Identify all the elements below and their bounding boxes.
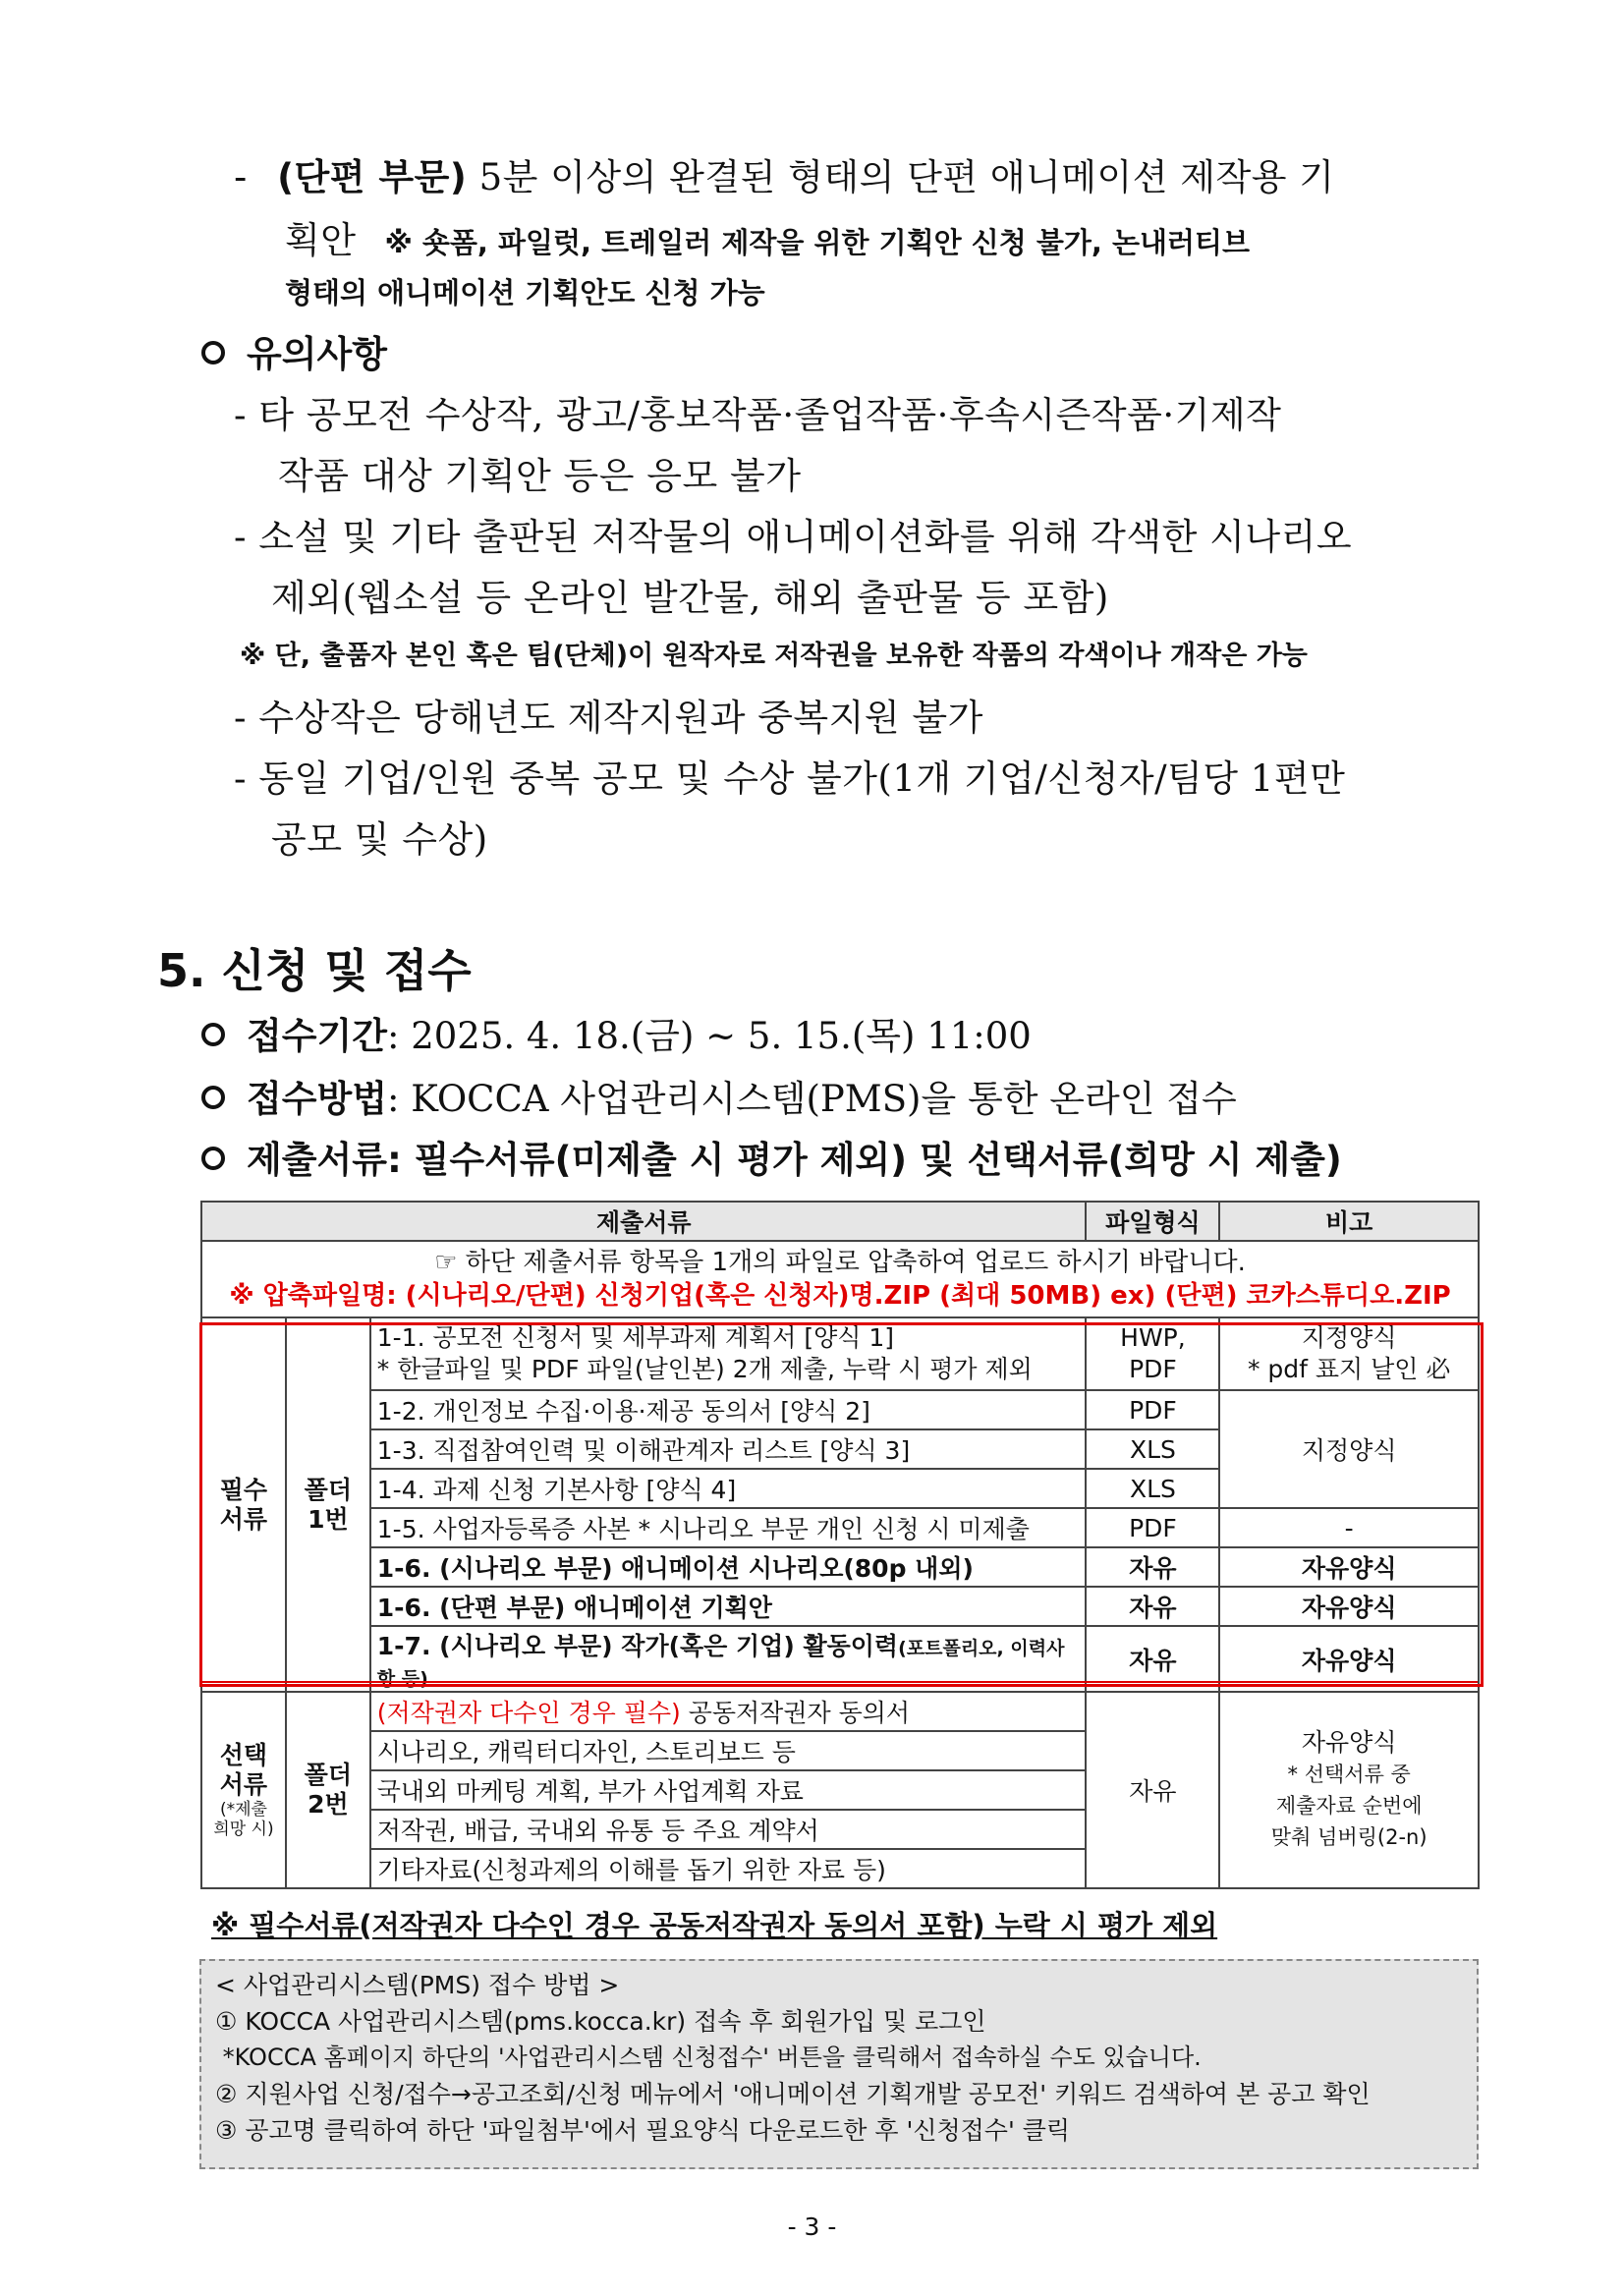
dash: - (234, 156, 248, 198)
doc-name: 1-6. (단편 부문) 애니메이션 기획안 (370, 1587, 1087, 1626)
period-value: : 2025. 4. 18.(금) ~ 5. 15.(목) 11:00 (386, 1015, 1032, 1057)
page-number: - 3 - (787, 2212, 837, 2241)
doc-name: 시나리오, 캐릭터디자인, 스토리보드 등 (370, 1731, 1087, 1770)
info-line-4: ③ 공고명 클릭하여 하단 '파일첨부'에서 필요양식 다운로드한 후 '신청접수' 클릭 (215, 2116, 1071, 2145)
info-box-title: < 사업관리시스템(PMS) 접수 방법 > (215, 1971, 620, 1999)
doc-format: 자유 (1086, 1547, 1219, 1587)
after-table-note: ※ 필수서류(저작권자 다수인 경우 공동저작권자 동의서 포함) 누락 시 평가 제외 (211, 1909, 1218, 1942)
caution-item-1-cont: 작품 대상 기획안 등은 응모 불가 (278, 455, 802, 497)
notice-line-2: ※ 압축파일명: (시나리오/단편) 신청기업(혹은 신청자)명.ZIP (최대 50MB) ex) (단편) 코카스튜디오.ZIP (229, 1281, 1451, 1311)
short-film-line2 (285, 210, 1250, 263)
circle-bullet-icon (201, 341, 225, 364)
table-row (201, 1626, 1479, 1692)
caution-note: ※ 단, 출품자 본인 혹은 팀(단체)이 원작자로 저작권을 보유한 작품의 각색이나 개작은 가능 (240, 641, 1308, 671)
caution-item-4-cont: 공모 및 수상) (271, 818, 488, 861)
info-line-1: ① KOCCA 사업관리시스템(pms.kocca.kr) 접속 후 회원가입 및 로그인 (215, 2007, 986, 2036)
info-line-2: *KOCCA 홈페이지 하단의 '사업관리시스템 신청접수' 버튼을 클릭해서 접속하실 수도 있습니다. (215, 2044, 1202, 2071)
header-remark: 비고 (1219, 1202, 1479, 1241)
doc-remark: 자유양식 (1219, 1547, 1479, 1587)
docs-value: : 필수서류(미제출 시 평가 제외) 및 선택서류(희망 시 제출) (386, 1139, 1342, 1181)
method-label: 접수방법 (247, 1078, 387, 1120)
doc-name: 1-4. 과제 신청 기본사항 [양식 4] (370, 1469, 1087, 1508)
doc-name: (저작권자 다수인 경우 필수) 공동저작권자 동의서 (370, 1692, 1087, 1731)
doc-name: 1-6. (시나리오 부문) 애니메이션 시나리오(80p 내외) (370, 1547, 1087, 1587)
caution-item-2-cont: 제외(웹소설 등 온라인 발간물, 해외 출판물 등 포함) (271, 577, 1109, 619)
period-line (201, 1006, 1032, 1059)
optional-category: 선택 서류 (*제출 희망 시) (201, 1692, 286, 1888)
doc-format: XLS (1086, 1429, 1219, 1469)
doc-format: HWP, PDF (1086, 1317, 1219, 1390)
table-notice (201, 1241, 1479, 1317)
doc-remark: 지정양식 (1219, 1390, 1479, 1508)
doc-name: 1-1. 공모전 신청서 및 세부과제 계획서 [양식 1] * 한글파일 및 PDF 파일(날인본) 2개 제출, 누락 시 평가 제외 (370, 1317, 1087, 1390)
notice-line-1: ☞ 하단 제출서류 항목을 1개의 파일로 압축하여 업로드 하시기 바랍니다. (434, 1248, 1246, 1277)
folder-1: 폴더 1번 (286, 1317, 370, 1692)
doc-name: 1-7. (시나리오 부문) 작가(혹은 기업) 활동이력(포트폴리오, 이력사항 등) (370, 1626, 1087, 1692)
doc-name: 국내외 마케팅 계획, 부가 사업계획 자료 (370, 1770, 1087, 1810)
caution-item-3: - 수상작은 당해년도 제작지원과 중복지원 불가 (234, 697, 983, 739)
doc-remark: - (1219, 1508, 1479, 1547)
caution-item-1: - 타 공모전 수상작, 광고/홍보작품·졸업작품·후속시즌작품·기제작 (234, 394, 1282, 436)
doc-remark: 지정양식 * pdf 표지 날인 必 (1219, 1317, 1479, 1390)
table-row (201, 1692, 1479, 1731)
cautions-heading: 유의사항 (201, 324, 387, 377)
caution-item-4: - 동일 기업/인원 중복 공모 및 수상 불가(1개 기업/신청자/팀당 1편만 (234, 757, 1346, 800)
doc-remark: 자유양식 * 선택서류 중 제출자료 순번에 맞춰 넘버링(2-n) (1219, 1692, 1479, 1888)
doc-format: 자유 (1086, 1626, 1219, 1692)
circle-bullet-icon (201, 1086, 225, 1109)
header-format: 파일형식 (1086, 1202, 1219, 1241)
doc-format: PDF (1086, 1508, 1219, 1547)
doc-format: 자유 (1086, 1587, 1219, 1626)
doc-format: PDF (1086, 1390, 1219, 1429)
submission-table (200, 1201, 1480, 1889)
method-value: : KOCCA 사업관리시스템(PMS)을 통한 온라인 접수 (386, 1078, 1237, 1120)
short-film-note-cont: 형태의 애니메이션 기획안도 신청 가능 (285, 276, 765, 309)
short-film-note: ※ 숏폼, 파일럿, 트레일러 제작을 위한 기획안 신청 불가, 논내러티브 (384, 226, 1251, 259)
short-film-label: (단편 부문) (277, 156, 468, 198)
doc-name: 1-2. 개인정보 수집·이용·제공 동의서 [양식 2] (370, 1390, 1087, 1429)
period-label: 접수기간 (247, 1015, 387, 1057)
docs-label: 제출서류 (247, 1139, 387, 1181)
table-row (201, 1317, 1479, 1390)
doc-remark: 자유양식 (1219, 1626, 1479, 1692)
doc-remark: 자유양식 (1219, 1587, 1479, 1626)
table-row (201, 1587, 1479, 1626)
required-category: 필수 서류 (201, 1317, 286, 1692)
doc-format: XLS (1086, 1469, 1219, 1508)
caution-item-2: - 소설 및 기타 출판된 저작물의 애니메이션화를 위해 각색한 시나리오 (234, 516, 1353, 558)
table-row (201, 1547, 1479, 1587)
circle-bullet-icon (201, 1147, 225, 1170)
doc-name: 저작권, 배급, 국내외 유통 등 주요 계약서 (370, 1810, 1087, 1849)
doc-name: 기타자료(신청과제의 이해를 돕기 위한 자료 등) (370, 1849, 1087, 1888)
short-film-text-cont: 획안 (285, 219, 357, 261)
folder-2: 폴더 2번 (286, 1692, 370, 1888)
section-heading: 5. 신청 및 접수 (157, 944, 472, 997)
info-line-3: ② 지원사업 신청/접수→공고조회/신청 메뉴에서 '애니메이션 기획개발 공모전' 키워드 검색하여 본 공고 확인 (215, 2080, 1371, 2108)
header-documents: 제출서류 (201, 1202, 1086, 1241)
doc-name: 1-5. 사업자등록증 사본 * 시나리오 부문 개인 신청 시 미제출 (370, 1508, 1087, 1547)
short-film-text: 5분 이상의 완결된 형태의 단편 애니메이션 제작용 기 (478, 156, 1335, 198)
table-row (201, 1508, 1479, 1547)
pms-info-box (199, 1959, 1479, 2169)
docs-line (201, 1130, 1342, 1183)
circle-bullet-icon (201, 1023, 225, 1046)
short-film-line1 (234, 147, 1480, 200)
method-line (201, 1069, 1237, 1122)
doc-format: 자유 (1086, 1692, 1219, 1888)
doc-name: 1-3. 직접참여인력 및 이해관계자 리스트 [양식 3] (370, 1429, 1087, 1469)
table-row (201, 1390, 1479, 1429)
